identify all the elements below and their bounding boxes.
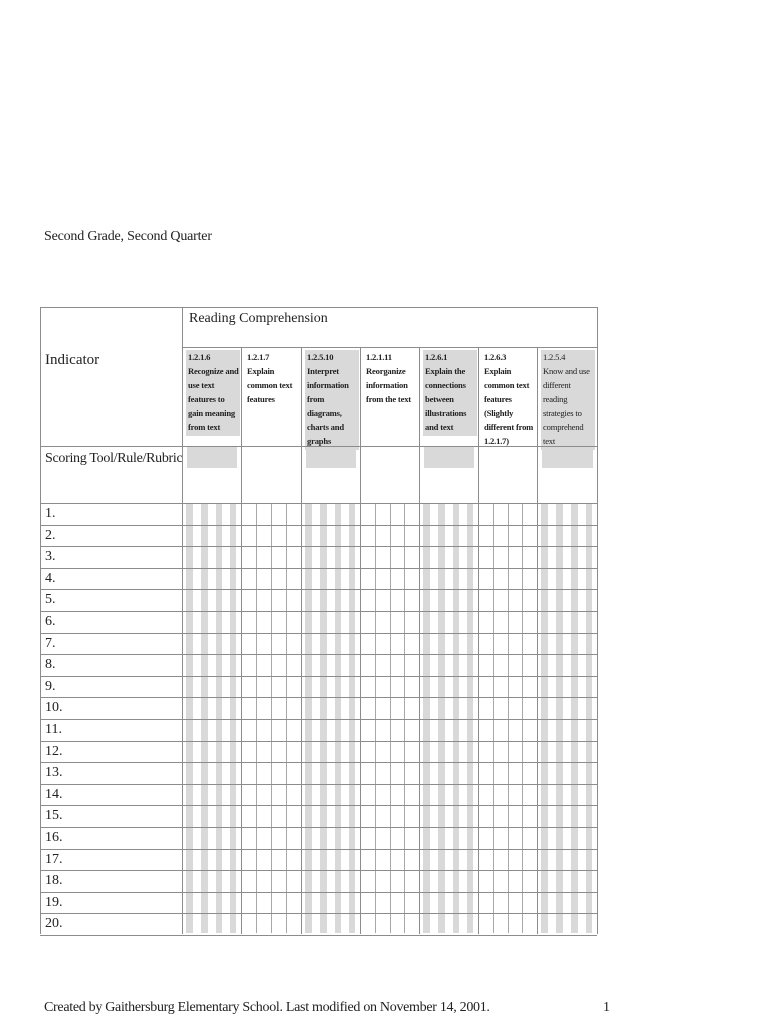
row-number: 8. bbox=[45, 657, 56, 673]
standard-cell bbox=[423, 350, 477, 436]
row-number: 18. bbox=[45, 873, 63, 889]
column-divider bbox=[360, 347, 361, 934]
row-divider bbox=[40, 935, 597, 936]
standard-cell bbox=[245, 350, 299, 408]
standard-description: Reorganize information from the text bbox=[366, 366, 411, 404]
standard-code: 1.2.5.10 bbox=[307, 352, 334, 362]
row-divider bbox=[40, 827, 597, 828]
row-number: 15. bbox=[45, 808, 63, 824]
row-number: 9. bbox=[45, 678, 56, 694]
row-divider bbox=[40, 849, 597, 850]
standard-description: Explain common text features (Slightly different from 1.2.1.7) bbox=[484, 366, 534, 446]
indicator-divider bbox=[40, 446, 597, 447]
row-divider bbox=[40, 654, 597, 655]
row-divider bbox=[40, 676, 597, 677]
scoring-divider bbox=[40, 503, 597, 504]
row-divider bbox=[40, 762, 597, 763]
table-border-top bbox=[40, 307, 598, 308]
row-divider bbox=[40, 784, 597, 785]
row-divider bbox=[40, 719, 597, 720]
standard-code: 1.2.1.11 bbox=[366, 352, 392, 362]
reading-comprehension-header: Reading Comprehension bbox=[189, 311, 328, 326]
row-divider bbox=[40, 913, 597, 914]
row-divider bbox=[40, 611, 597, 612]
row-number: 19. bbox=[45, 894, 63, 910]
row-divider bbox=[40, 805, 597, 806]
row-divider bbox=[40, 546, 597, 547]
row-number: 1. bbox=[45, 506, 56, 521]
row-divider bbox=[40, 870, 597, 871]
scoring-box bbox=[306, 447, 356, 468]
standard-description: Interpret information from diagrams, charts and graphs bbox=[307, 366, 349, 446]
row-number: 12. bbox=[45, 743, 63, 759]
column-divider bbox=[301, 347, 302, 934]
column-divider bbox=[537, 347, 538, 934]
scoring-box bbox=[542, 447, 593, 468]
row-number: 3. bbox=[45, 549, 56, 565]
scoring-box bbox=[187, 447, 237, 468]
standard-cell bbox=[482, 350, 536, 450]
standard-description: Explain the connections between illustrations and text bbox=[425, 366, 467, 432]
scoring-box bbox=[424, 447, 474, 468]
page-subtitle: Second Grade, Second Quarter bbox=[44, 229, 212, 244]
column-divider bbox=[182, 307, 183, 934]
footer-credit: Created by Gaithersburg Elementary School. Last modified on November 14, 2001. bbox=[44, 1000, 490, 1015]
row-divider bbox=[40, 892, 597, 893]
standard-cell bbox=[364, 350, 418, 408]
row-number: 20. bbox=[45, 916, 63, 932]
row-divider bbox=[40, 741, 597, 742]
table-border-left bbox=[40, 307, 41, 934]
page-number: 1 bbox=[603, 1000, 610, 1015]
subheader-divider bbox=[182, 347, 597, 348]
column-divider bbox=[419, 347, 420, 934]
row-number: 4. bbox=[45, 570, 56, 586]
row-number: 6. bbox=[45, 614, 56, 629]
standard-description: Explain common text features bbox=[247, 366, 293, 404]
row-divider bbox=[40, 568, 597, 569]
scoring-tool-label: Scoring Tool/Rule/Rubric bbox=[45, 451, 183, 466]
row-divider bbox=[40, 633, 597, 634]
row-number: 11. bbox=[45, 722, 62, 737]
indicator-label: Indicator bbox=[45, 352, 100, 368]
row-number: 16. bbox=[45, 830, 63, 845]
standard-description: Recognize and use text features to gain meaning from text bbox=[188, 366, 239, 432]
standard-description: Know and use different reading strategies to comprehend text bbox=[543, 366, 590, 446]
column-divider bbox=[241, 347, 242, 934]
standard-code: 1.2.1.7 bbox=[247, 352, 270, 362]
row-number: 7. bbox=[45, 635, 56, 651]
row-number: 2. bbox=[45, 527, 56, 543]
standard-code: 1.2.1.6 bbox=[188, 352, 211, 362]
row-number: 5. bbox=[45, 592, 56, 608]
row-number: 17. bbox=[45, 851, 63, 867]
row-number: 14. bbox=[45, 786, 63, 802]
standard-cell bbox=[186, 350, 240, 436]
table-border-right bbox=[597, 307, 598, 934]
row-number: 10. bbox=[45, 700, 63, 716]
row-divider bbox=[40, 697, 597, 698]
standard-cell bbox=[305, 350, 359, 450]
standard-code: 1.2.6.3 bbox=[484, 352, 507, 362]
standard-cell bbox=[541, 350, 595, 450]
column-divider bbox=[478, 347, 479, 934]
row-divider bbox=[40, 589, 597, 590]
row-number: 13. bbox=[45, 765, 63, 781]
standard-code: 1.2.6.1 bbox=[425, 352, 448, 362]
row-divider bbox=[40, 525, 597, 526]
standard-code: 1.2.5.4 bbox=[543, 352, 566, 362]
